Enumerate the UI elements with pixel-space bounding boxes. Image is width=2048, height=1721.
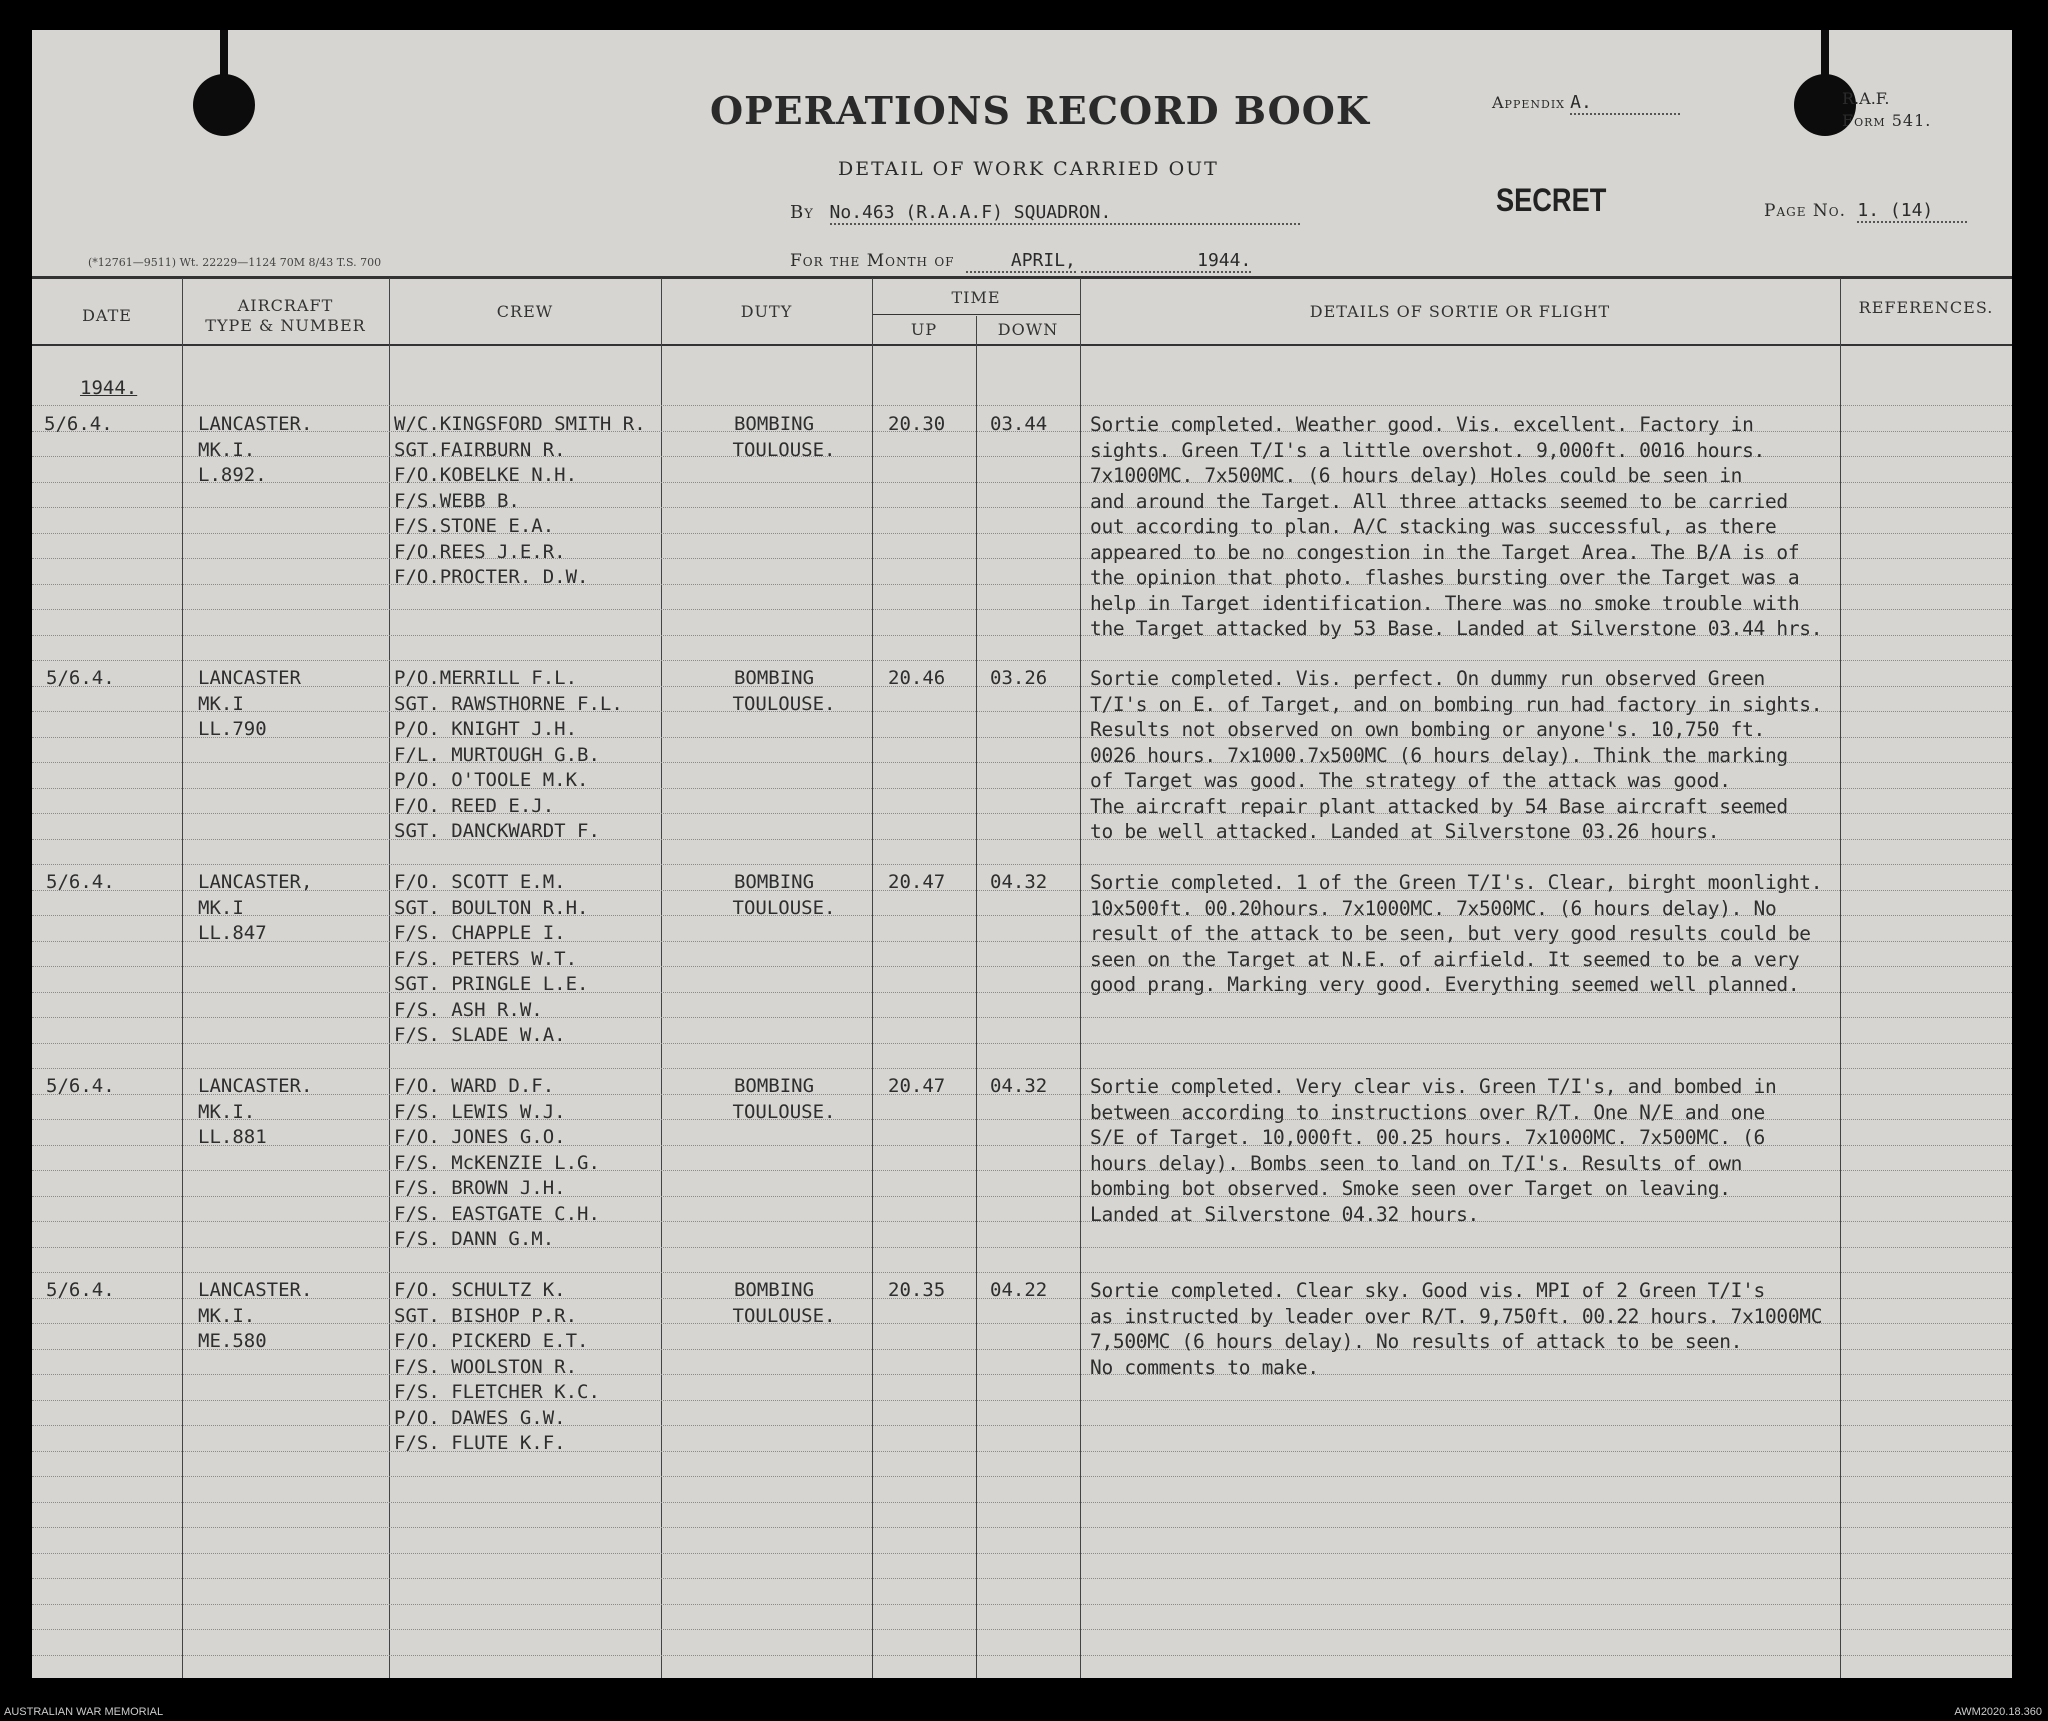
sortie-aircraft-line: MK.I.	[198, 438, 256, 461]
sortie-crew-line: F/O.PROCTER. D.W.	[394, 566, 589, 588]
header-references: REFERENCES.	[1858, 298, 1994, 317]
sortie-aircraft-line: LANCASTER.	[198, 413, 313, 435]
sortie-aircraft-line: LL.847	[198, 922, 267, 944]
sortie-down: 04.32	[990, 1075, 1048, 1097]
sortie-aircraft-line: LANCASTER.	[198, 1075, 313, 1097]
sortie-crew-line: F/O. WARD D.F.	[394, 1075, 555, 1097]
sortie-duty-line: BOMBING	[733, 1279, 815, 1301]
sortie-crew-line: F/S. ASH R.W.	[394, 998, 543, 1021]
sortie-down: 03.44	[990, 413, 1048, 435]
sortie-details-line: T/I's on E. of Target, and on bombing run had factory in sights.	[1090, 692, 1823, 716]
sortie-date: 5/6.4.	[46, 1279, 115, 1301]
sortie-down: 04.32	[990, 871, 1048, 893]
sortie-details-line: sights. Green T/I's a little overshot. 9,000ft. 0016 hours.	[1090, 438, 1765, 462]
sortie-crew-line: F/S. SLADE W.A.	[394, 1024, 566, 1046]
sortie-crew-line: SGT. BISHOP P.R.	[394, 1304, 578, 1327]
sortie-details	[1090, 1074, 1776, 1227]
header-duty: DUTY	[740, 302, 793, 321]
sortie-crew-line: P/O. DAWES G.W.	[394, 1406, 566, 1429]
sortie-crew-line: F/O. SCHULTZ K.	[394, 1279, 566, 1301]
by-label: By	[790, 202, 814, 223]
sortie-duty-line: TOULOUSE.	[732, 896, 836, 919]
record-sheet	[32, 30, 2012, 1678]
sortie-duty-line: TOULOUSE.	[732, 692, 836, 715]
ruled-line	[32, 1451, 2012, 1452]
sortie-crew-line: F/L. MURTOUGH G.B.	[394, 743, 600, 766]
sortie-crew-line: F/S. PETERS W.T.	[394, 947, 578, 970]
ruled-lines	[32, 30, 2012, 1678]
sortie-crew-line: SGT. BOULTON R.H.	[394, 896, 589, 919]
sortie-crew	[394, 870, 588, 1049]
sortie-aircraft	[198, 666, 301, 743]
sortie-crew-line: F/S. EASTGATE C.H.	[394, 1202, 600, 1225]
print-code: (*12761—9511) Wt. 22229—1124 70M 8/43 T.S. 700	[88, 256, 382, 269]
sortie-details	[1090, 1278, 1822, 1380]
appendix-value: A.	[1570, 92, 1680, 115]
sortie-details-line: help in Target identification. There was no smoke trouble with	[1090, 591, 1800, 615]
page-label: Page No.	[1764, 201, 1846, 221]
sortie-aircraft	[198, 870, 312, 947]
sortie-details-line: Sortie completed. Weather good. Vis. excellent. Factory in	[1090, 413, 1754, 436]
sortie-duty-line: BOMBING	[733, 1075, 815, 1097]
sortie-details-line: 0026 hours. 7x1000.7x500MC (6 hours delay). Think the marking	[1090, 743, 1788, 767]
sortie-crew-line: SGT. RAWSTHORNE F.L.	[394, 692, 623, 715]
sortie-crew-line: W/C.KINGSFORD SMITH R.	[394, 413, 646, 435]
sortie-crew-line: F/O.REES J.E.R.	[394, 540, 566, 563]
ruled-line	[32, 1578, 2012, 1579]
page-value: 1. (14)	[1857, 200, 1967, 223]
header-date: DATE	[82, 306, 132, 325]
sortie-up: 20.35	[888, 1279, 946, 1301]
ruled-line	[32, 1425, 2012, 1426]
sortie-crew-line: F/O. JONES G.O.	[394, 1126, 566, 1148]
appendix-label: Appendix	[1492, 93, 1566, 112]
sortie-details-line: 10x500ft. 00.20hours. 7x1000MC. 7x500MC. (6 hours delay). No	[1090, 896, 1777, 920]
sortie-aircraft-line: LL.790	[198, 718, 267, 740]
sortie-crew-line: P/O.MERRILL F.L.	[394, 667, 578, 689]
header-aircraft-line-2: TYPE & NUMBER	[205, 316, 366, 335]
sortie-details-line: result of the attack to be seen, but very good results could be	[1090, 922, 1811, 945]
ruled-line	[32, 660, 2012, 661]
month-label: For the Month of	[790, 251, 955, 271]
sortie-duty-line: TOULOUSE.	[732, 438, 836, 461]
sortie-details-line: The aircraft repair plant attacked by 54 Base aircraft seemed	[1090, 794, 1788, 818]
sortie-details-line: Sortie completed. Very clear vis. Green T/I's, and bombed in	[1090, 1075, 1777, 1098]
sortie-aircraft-line: LANCASTER,	[198, 871, 313, 893]
sortie-details-line: Landed at Silverstone 04.32 hours.	[1090, 1202, 1479, 1226]
ruled-line	[32, 1629, 2012, 1630]
sortie-duty-line: BOMBING	[733, 871, 815, 893]
sortie-details-line: 7,500MC (6 hours delay). No results of attack to be seen.	[1090, 1330, 1743, 1353]
sortie-details	[1090, 666, 1822, 845]
subtitle: DETAIL OF WORK CARRIED OUT	[838, 158, 1219, 180]
sortie-crew-line: F/O.KOBELKE N.H.	[394, 464, 578, 486]
ruled-line	[32, 1553, 2012, 1554]
sortie-aircraft-line: MK.I.	[198, 1100, 256, 1123]
header-down: DOWN	[997, 320, 1059, 339]
ruled-line	[32, 1272, 2012, 1273]
sortie-duty	[704, 666, 864, 717]
form-line-2: Form 541.	[1842, 111, 1932, 130]
sortie-details-line: appeared to be no congestion in the Target Area. The B/A is of	[1090, 540, 1800, 564]
sortie-crew-line: F/S. FLETCHER K.C.	[394, 1381, 600, 1403]
ruled-line	[32, 1400, 2012, 1401]
sortie-details-line: Sortie completed. Vis. perfect. On dummy run observed Green	[1090, 667, 1765, 690]
sortie-up: 20.46	[888, 667, 946, 689]
sortie-details-line: good prang. Marking very good. Everything seemed well planned.	[1090, 973, 1800, 996]
sortie-up: 20.47	[888, 871, 946, 893]
ruled-line	[32, 1043, 2012, 1044]
sortie-crew-line: F/S. McKENZIE L.G.	[394, 1151, 600, 1174]
sortie-date: 5/6.4.	[46, 1075, 115, 1097]
footer-left: AUSTRALIAN WAR MEMORIAL	[4, 1706, 164, 1718]
sortie-crew-line: F/S. BROWN J.H.	[394, 1177, 566, 1199]
sortie-crew-line: F/S. DANN G.M.	[394, 1228, 555, 1250]
sortie-aircraft	[198, 412, 312, 489]
sortie-crew-line: P/O. O'TOOLE M.K.	[394, 769, 589, 791]
header-up: UP	[910, 320, 938, 339]
header-aircraft-line-1: AIRCRAFT	[237, 296, 334, 315]
sortie-aircraft-line: LL.881	[198, 1126, 267, 1148]
sortie-duty-line: TOULOUSE.	[732, 1304, 836, 1327]
sortie-up: 20.47	[888, 1075, 946, 1097]
footer-right: AWM2020.18.360	[1954, 1706, 2042, 1718]
ruled-line	[32, 1476, 2012, 1477]
sortie-details-line: and around the Target. All three attacks seemed to be carried	[1090, 489, 1788, 513]
sortie-details-line: of Target was good. The strategy of the attack was good.	[1090, 769, 1731, 792]
sortie-details-line: the Target attacked by 53 Base. Landed at Silverstone 03.44 hrs.	[1090, 617, 1823, 640]
form-line-1: R.A.F.	[1842, 89, 1890, 108]
sortie-crew-line: F/S. LEWIS W.J.	[394, 1100, 566, 1123]
sortie-up: 20.30	[888, 413, 946, 435]
sortie-details-line: as instructed by leader over R/T. 9,750ft. 00.22 hours. 7x1000MC	[1090, 1304, 1823, 1328]
sortie-crew-line: F/S.WEBB B.	[394, 489, 520, 512]
sortie-aircraft-line: ME.580	[198, 1330, 267, 1352]
sortie-crew-line: F/O. PICKERD E.T.	[394, 1330, 589, 1352]
ruled-line	[32, 405, 2012, 406]
sortie-details-line: S/E of Target. 10,000ft. 00.25 hours. 7x1000MC. 7x500MC. (6	[1090, 1126, 1765, 1149]
ruled-line	[32, 1655, 2012, 1656]
sortie-duty	[704, 1074, 864, 1125]
sortie-duty	[704, 870, 864, 921]
sortie-details	[1090, 870, 1822, 998]
sortie-details-line: Results not observed on own bombing or anyone's. 10,750 ft.	[1090, 718, 1765, 741]
sortie-duty-line: BOMBING	[733, 667, 815, 689]
squadron-value: No.463 (R.A.A.F) SQUADRON.	[830, 202, 1300, 225]
sortie-aircraft-line: MK.I.	[198, 1304, 256, 1327]
sortie-details	[1090, 412, 1822, 642]
ruled-line	[32, 1017, 2012, 1018]
header-time: TIME	[951, 288, 1001, 307]
header-details: DETAILS OF SORTIE OR FLIGHT	[1309, 302, 1611, 321]
sortie-date: 5/6.4.	[46, 871, 115, 893]
sortie-crew-line: F/S.STONE E.A.	[394, 515, 555, 537]
sortie-crew-line: SGT. DANCKWARDT F.	[394, 820, 600, 842]
ruled-line	[32, 1527, 2012, 1528]
sortie-crew-line: F/O. REED E.J.	[394, 794, 555, 817]
sortie-aircraft	[198, 1278, 312, 1355]
sortie-crew	[394, 666, 623, 845]
sortie-aircraft-line: MK.I	[198, 692, 244, 715]
sortie-details-line: out according to plan. A/C stacking was successful, as there	[1090, 515, 1777, 538]
sortie-duty	[704, 1278, 864, 1329]
sortie-duty-line: BOMBING	[733, 413, 815, 435]
month-value: APRIL,	[966, 250, 1076, 273]
sortie-details-line: bombing bot observed. Smoke seen over Target on leaving.	[1090, 1177, 1731, 1200]
year-value: 1944.	[1081, 250, 1251, 273]
sortie-crew-line: P/O. KNIGHT J.H.	[394, 718, 578, 740]
page-title: OPERATIONS RECORD BOOK	[710, 88, 1370, 133]
ruled-line	[32, 1068, 2012, 1069]
ruled-line	[32, 1502, 2012, 1503]
sortie-duty-line: TOULOUSE.	[732, 1100, 836, 1123]
sortie-crew-line: F/S. FLUTE K.F.	[394, 1432, 566, 1454]
sortie-crew-line: SGT.FAIRBURN R.	[394, 438, 566, 461]
sortie-aircraft-line: LANCASTER.	[198, 1279, 313, 1301]
sortie-crew-line: F/S. CHAPPLE I.	[394, 922, 566, 944]
ruled-line	[32, 1247, 2012, 1248]
sortie-aircraft-line: LANCASTER	[198, 667, 301, 689]
ruled-line	[32, 1604, 2012, 1605]
sortie-crew	[394, 412, 646, 591]
sortie-crew	[394, 1278, 600, 1457]
sortie-details-line: between according to instructions over R/T. One N/E and one	[1090, 1100, 1765, 1124]
sortie-details-line: Sortie completed. 1 of the Green T/I's. Clear, birght moonlight.	[1090, 871, 1823, 894]
sortie-date: 5/6.4.	[46, 667, 115, 689]
sortie-details-line: No comments to make.	[1090, 1355, 1319, 1379]
sortie-date: 5/6.4.	[44, 413, 113, 435]
sortie-details-line: the opinion that photo. flashes bursting over the Target was a	[1090, 566, 1800, 589]
year-entry: 1944.	[80, 377, 138, 399]
sortie-details-line: Sortie completed. Clear sky. Good vis. MPI of 2 Green T/I's	[1090, 1279, 1765, 1302]
sortie-details-line: 7x1000MC. 7x500MC. (6 hours delay) Holes could be seen in	[1090, 464, 1743, 487]
secret-stamp: SECRET	[1496, 182, 1607, 218]
sortie-details-line: seen on the Target at N.E. of airfield. It seemed to be a very	[1090, 947, 1800, 971]
sortie-details-line: to be well attacked. Landed at Silverstone 03.26 hours.	[1090, 820, 1720, 843]
sortie-crew	[394, 1074, 600, 1253]
sortie-aircraft-line: L.892.	[198, 464, 267, 486]
sortie-aircraft-line: MK.I	[198, 896, 244, 919]
ruled-line	[32, 864, 2012, 865]
sortie-down: 04.22	[990, 1279, 1048, 1301]
header-crew: CREW	[496, 302, 554, 321]
sortie-crew-line: F/O. SCOTT E.M.	[394, 871, 566, 893]
sortie-crew-line: SGT. PRINGLE L.E.	[394, 973, 589, 995]
sortie-down: 03.26	[990, 667, 1048, 689]
sortie-details-line: hours delay). Bombs seen to land on T/I's. Results of own	[1090, 1151, 1743, 1175]
sortie-aircraft	[198, 1074, 312, 1151]
sortie-crew-line: F/S. WOOLSTON R.	[394, 1355, 578, 1378]
sortie-duty	[704, 412, 864, 463]
